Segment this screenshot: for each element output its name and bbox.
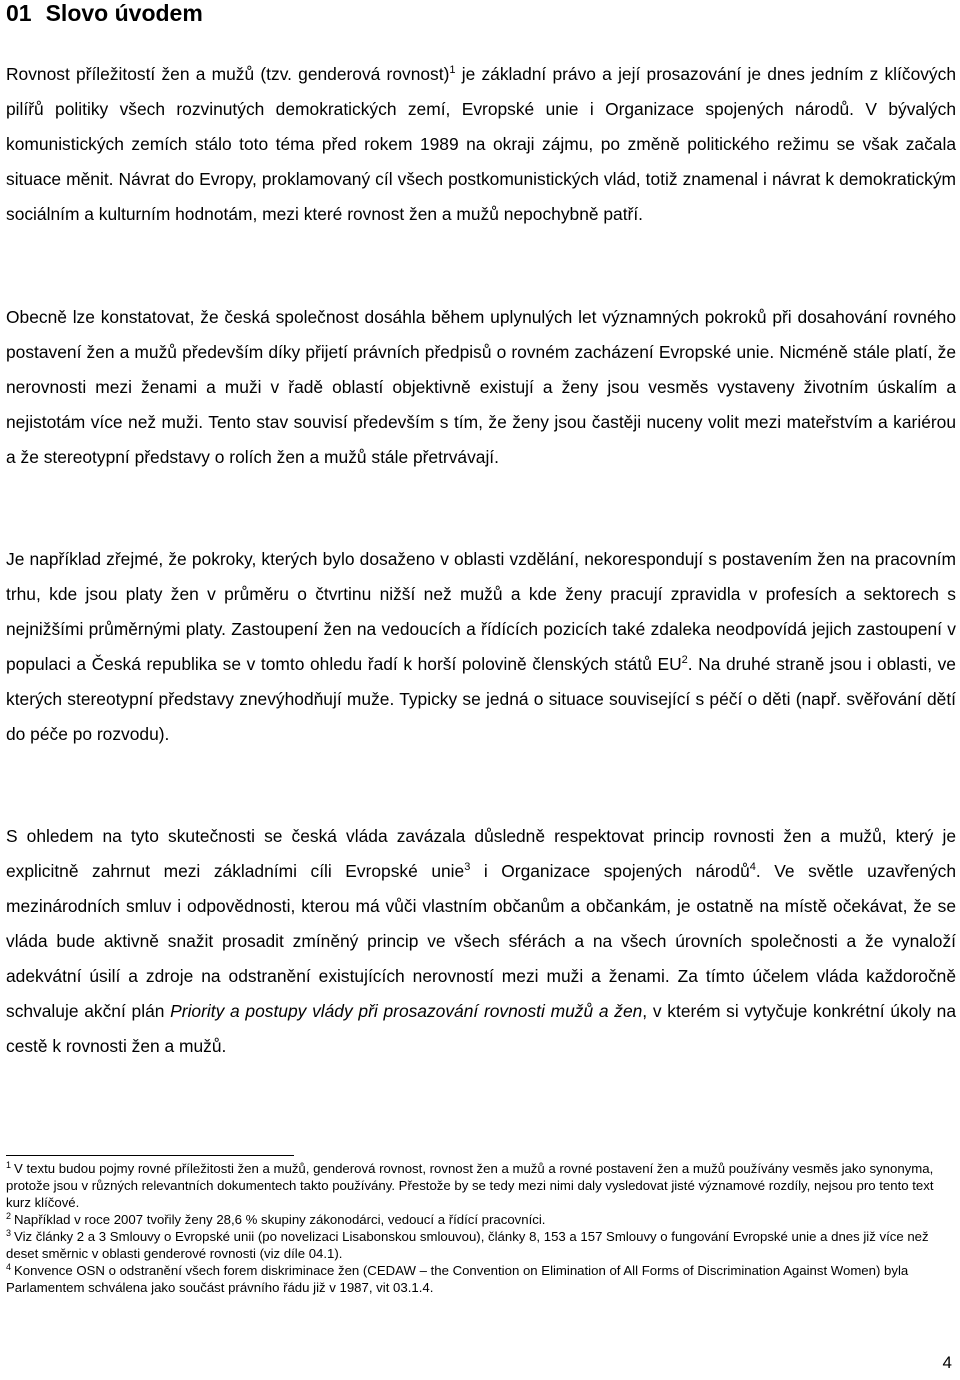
paragraph-4-text-d: , v kterém si vytyčuje konkrétní úkoly na cestě k rovnosti žen a mužů. (6, 1001, 956, 1056)
footnote-text: Viz články 2 a 3 Smlouvy o Evropské unii (po novelizaci Lisabonskou smlouvou), články 8, 153 a 157 Smlouvy o fungování Evropské unie a dnes již více než deset směrnic v oblasti genderové rovnosti (viz díle 04.1). (6, 1229, 929, 1261)
paragraph-4-text-a: S ohledem na tyto skutečnosti se česká vláda zavázala důsledně respektovat princip rovnosti žen a mužů, který je explicitně zahrnut mezi základními cíli Evropské unie (6, 826, 956, 881)
footnote-separator (6, 1155, 294, 1156)
action-plan-title: Priority a postupy vlády při prosazování rovnosti mužů a žen (170, 1001, 643, 1021)
footnotes-list (6, 1160, 936, 1296)
chapter-title: Slovo úvodem (45, 0, 203, 26)
footnote-3 (6, 1228, 936, 1262)
footnote-number: 1 (6, 1160, 12, 1170)
paragraph-2-text: Obecně lze konstatovat, že česká společnost dosáhla během uplynulých let významných pokroků při dosahování rovného postavení žen a mužů především díky přijetí právních předpisů o rovném zacházení Evropské unie. Nicméně stále platí, že nerovnosti mezi ženami a muži v řadě oblastí objektivně existují a ženy jsou vesměs vystaveny životním úskalím a nejistotám více než muži. Tento stav souvisí především s tím, že ženy jsou častěji nuceny volit mezi mateřstvím a kariérou a že stereotypní představy o rolích žen a mužů stále přetrvávají. (6, 307, 956, 467)
footnote-number: 4 (6, 1262, 12, 1272)
footnote-number: 3 (6, 1228, 12, 1238)
footnote-ref-1[interactable]: 1 (449, 64, 456, 76)
footnote-text: Konvence OSN o odstranění všech forem diskriminace žen (CEDAW – the Convention on Elimination of All Forms of Discrimination Against Women) byla Parlamentem schválena jako součást právního řádu již v 1987, vit 03.1.4. (6, 1263, 909, 1295)
chapter-heading (6, 0, 203, 27)
footnote-number: 2 (6, 1211, 12, 1221)
footnote-text: Například v roce 2007 tvořily ženy 28,6 % skupiny zákonodárci, vedoucí a řídící pracovníci. (14, 1212, 546, 1227)
paragraph-4-text-b: i Organizace spojených národů (470, 861, 750, 881)
footnote-4 (6, 1262, 936, 1296)
footnote-1 (6, 1160, 936, 1211)
footnote-text: V textu budou pojmy rovné příležitosti žen a mužů, genderová rovnost, rovnost žen a mužů a rovné postavení žen a mužů používány vesměs jako synonyma, protože jsou v různých relevantních dokumentech takto používány. Přestože by se tedy mezi nimi daly vysledovat jisté významové rozdíly, nejsou pro tento text kurz klíčové. (6, 1161, 934, 1210)
footnote-2 (6, 1211, 936, 1228)
paragraph-1-text-b: je základní právo a její prosazování je dnes jedním z klíčových pilířů politiky všech rozvinutých demokratických zemí, Evropské unie i Organizace spojených národů. V bývalých komunistických zemích stálo toto téma před rokem 1989 na okraji zájmu, po změně politického režimu se však začala situace měnit. Návrat do Evropy, proklamovaný cíl všech postkomunistických vlád, totiž znamenal i návrat k demokratickým sociálním a kulturním hodnotám, mezi které rovnost žen a mužů nepochybně patří. (6, 64, 956, 224)
paragraph-3-text-a: Je například zřejmé, že pokroky, kterých bylo dosaženo v oblasti vzdělání, nekorespondují s postavením žen na pracovním trhu, kde jsou platy žen v průměru o čtvrtinu nižší než mužů a kde ženy pracují zpravidla v profesích a sektorech s nejnižšími průměrnými platy. Zastoupení žen na vedoucích a řídících pozicích také zdaleka neodpovídá jejich zastoupení v populaci a Česká republika se v tomto ohledu řadí k horší polovině členských států EU (6, 549, 956, 674)
paragraph-3-text-b: . Na druhé straně jsou i oblasti, ve kterých stereotypní představy znevýhodňují muže. Typicky se jedná o situace související s péčí o děti (např. svěřování dětí do péče po rozvodu). (6, 654, 956, 744)
footnote-ref-2[interactable]: 2 (681, 654, 688, 666)
paragraph-1-text-a: Rovnost příležitostí žen a mužů (tzv. genderová rovnost) (6, 64, 450, 84)
footnote-ref-4[interactable]: 4 (749, 861, 756, 873)
paragraph-4 (6, 819, 956, 1064)
paragraph-4-text-c: . Ve světle uzavřených mezinárodních smluv i odpovědnosti, kterou má vůči vlastním občanům a občankám, je ostatně na místě očekávat, že se vláda bude aktivně snažit prosadit zmíněný princip ve všech sférách a na všech úrovních společnosti a že vynaloží adekvátní úsilí a zdroje na odstranění existujících nerovností mezi muži a ženami. Za tímto účelem vláda každoročně schvaluje akční plán (6, 861, 956, 1021)
chapter-number: 01 (6, 0, 32, 26)
paragraph-3 (6, 542, 956, 752)
paragraph-1 (6, 57, 956, 232)
footnote-ref-3[interactable]: 3 (464, 861, 471, 873)
paragraph-2 (6, 300, 956, 475)
page-number: 4 (942, 1353, 952, 1372)
